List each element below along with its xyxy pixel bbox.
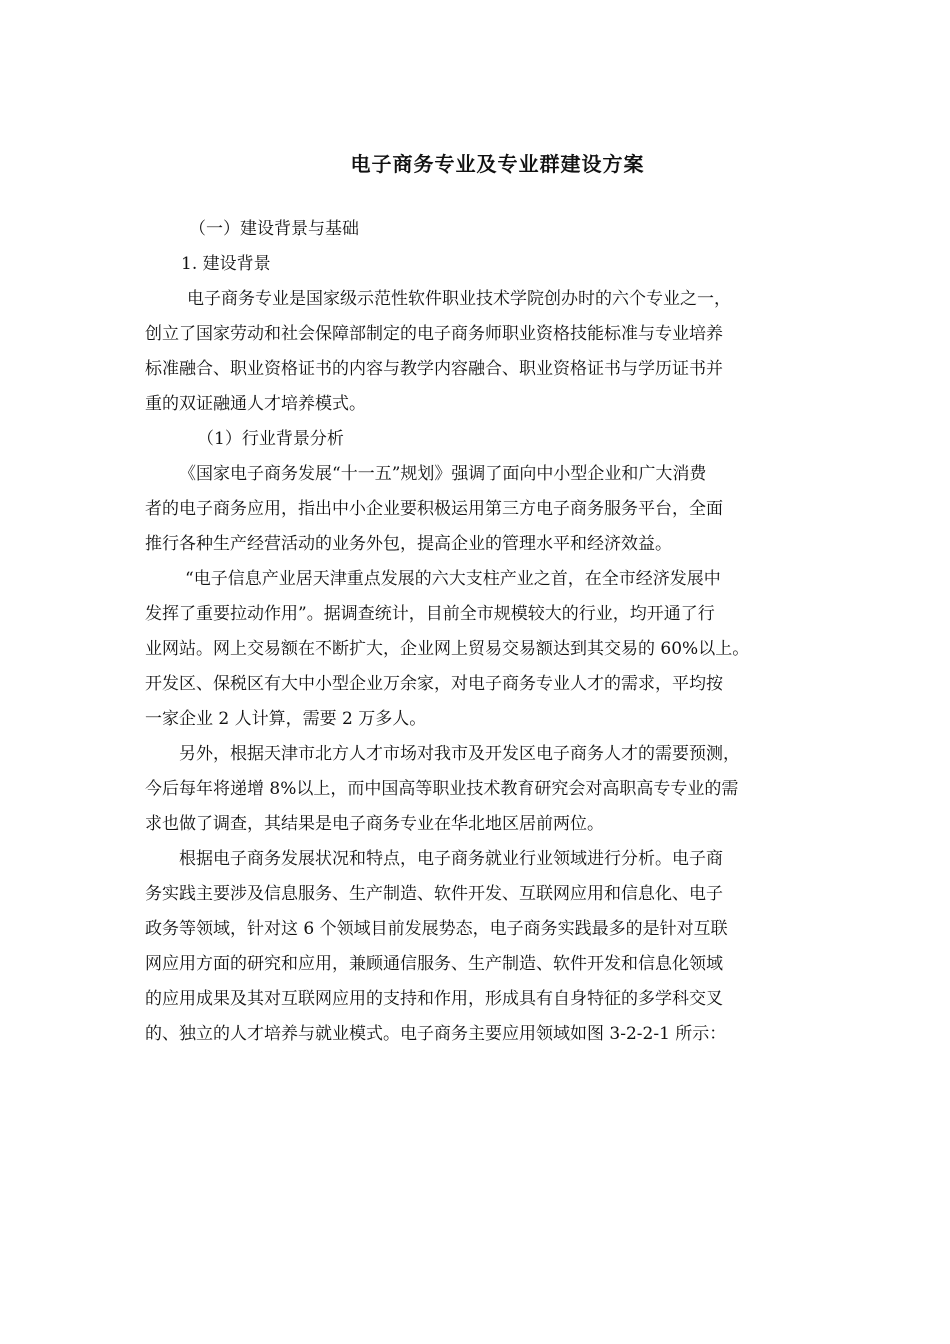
subsection-heading: （1）行业背景分析 <box>197 429 344 449</box>
paragraph-line: 推行各种生产经营活动的业务外包，提高企业的管理水平和经济效益。 <box>145 534 672 554</box>
paragraph-line: 标准融合、职业资格证书的内容与教学内容融合、职业资格证书与学历证书并 <box>145 359 723 379</box>
paragraph-line: “电子信息产业居天津重点发展的六大支柱产业之首，在全市经济发展中 <box>185 569 721 589</box>
paragraph-line: 务实践主要涉及信息服务、生产制造、软件开发、互联网应用和信息化、电子 <box>145 884 723 904</box>
paragraph-line: 网应用方面的研究和应用，兼顾通信服务、生产制造、软件开发和信息化领域 <box>145 954 723 974</box>
paragraph-line: 创立了国家劳动和社会保障部制定的电子商务师职业资格技能标准与专业培养 <box>145 324 723 344</box>
paragraph-line: 的、独立的人才培养与就业模式。电子商务主要应用领域如图 3-2-2-1 所示： <box>145 1024 727 1044</box>
paragraph-line: 的应用成果及其对互联网应用的支持和作用，形成具有自身特征的多学科交叉 <box>145 989 723 1009</box>
paragraph-line: 政务等领域，针对这 6 个领域目前发展势态，电子商务实践最多的是针对互联 <box>145 919 728 939</box>
paragraph-line: 今后每年将递增 8%以上，而中国高等职业技术教育研究会对高职高专专业的需 <box>145 779 739 799</box>
document-body <box>145 212 825 1052</box>
document-title: 电子商务专业及专业群建设方案 <box>350 152 645 176</box>
paragraph-line: 《国家电子商务发展“十一五”规划》强调了面向中小型企业和广大消费 <box>179 464 707 484</box>
paragraph-line: 开发区、保税区有大中小型企业万余家，对电子商务专业人才的需求，平均按 <box>145 674 723 694</box>
paragraph-line: 重的双证融通人才培养模式。 <box>145 394 366 414</box>
section-heading: （一）建设背景与基础 <box>189 219 359 239</box>
paragraph-line: 一家企业 2 人计算，需要 2 万多人。 <box>145 709 427 729</box>
paragraph-line: 业网站。网上交易额在不断扩大，企业网上贸易交易额达到其交易的 60%以上。 <box>145 639 750 659</box>
paragraph-line: 电子商务专业是国家级示范性软件职业技术学院创办时的六个专业之一， <box>187 289 731 309</box>
paragraph-line: 另外，根据天津市北方人才市场对我市及开发区电子商务人才的需要预测， <box>179 744 740 764</box>
paragraph-line: 发挥了重要拉动作用”。据调查统计，目前全市规模较大的行业，均开通了行 <box>145 604 715 624</box>
paragraph-line: 求也做了调查，其结果是电子商务专业在华北地区居前两位。 <box>145 814 604 834</box>
paragraph-line: 者的电子商务应用，指出中小企业要积极运用第三方电子商务服务平台，全面 <box>145 499 723 519</box>
subsection-heading: 1. 建设背景 <box>181 254 271 274</box>
paragraph-line: 根据电子商务发展状况和特点，电子商务就业行业领域进行分析。电子商 <box>179 849 723 869</box>
